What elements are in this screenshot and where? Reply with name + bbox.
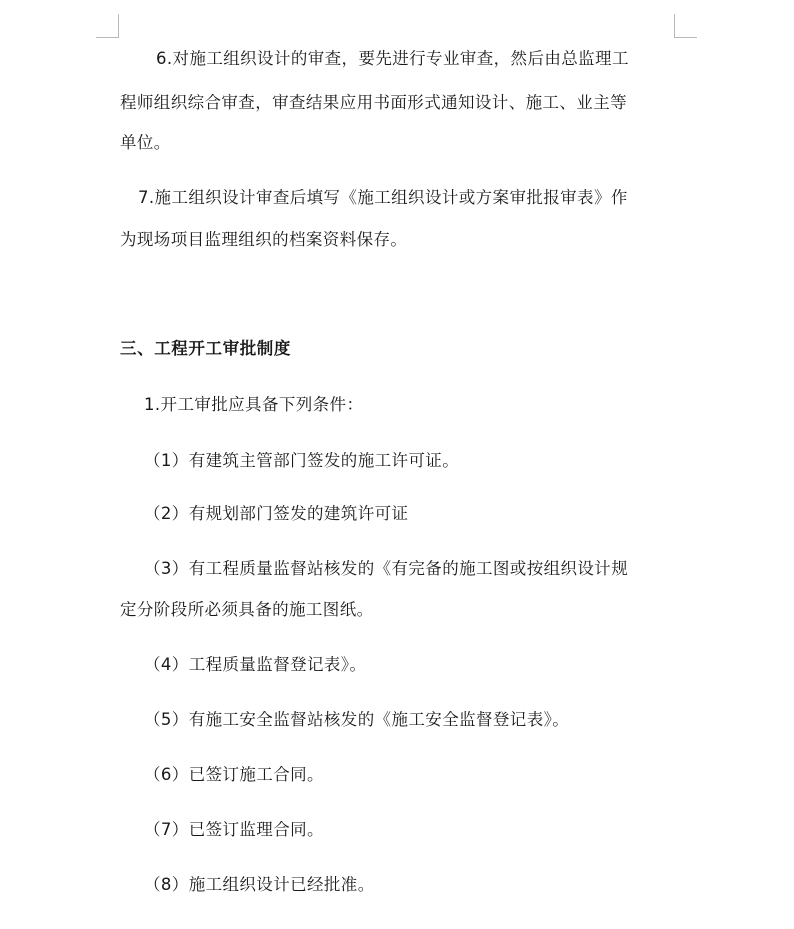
paragraph-6-line-1: 6.对施工组织设计的审查，要先进行专业审查，然后由总监理工 xyxy=(156,49,629,68)
crop-mark-top-right-horizontal xyxy=(674,37,697,38)
condition-item-8: （8）施工组织设计已经批准。 xyxy=(144,875,375,894)
paragraph-7-line-2: 为现场项目监理组织的档案资料保存。 xyxy=(120,230,408,249)
condition-item-3-line-1: （3）有工程质量监督站核发的《有完备的施工图或按组织设计规 xyxy=(144,559,629,578)
condition-item-2: （2）有规划部门签发的建筑许可证 xyxy=(144,504,409,523)
section-heading: 三、工程开工审批制度 xyxy=(120,339,291,358)
condition-item-1: （1）有建筑主管部门签发的施工许可证。 xyxy=(144,451,460,470)
paragraph-6-line-3: 单位。 xyxy=(120,133,171,152)
condition-item-6: （6）已签订施工合同。 xyxy=(144,765,324,784)
crop-mark-top-right-vertical xyxy=(674,14,675,38)
paragraph-7-line-1: 7.施工组织设计审查后填写《施工组织设计或方案审批报审表》作 xyxy=(138,188,628,207)
crop-mark-top-left-horizontal xyxy=(96,37,119,38)
condition-item-3-line-2: 定分阶段所必须具备的施工图纸。 xyxy=(120,600,374,619)
condition-item-7: （7）已签订监理合同。 xyxy=(144,820,324,839)
condition-item-4: （4）工程质量监督登记表》。 xyxy=(144,655,367,674)
conditions-intro: 1.开工审批应具备下列条件： xyxy=(144,395,364,414)
paragraph-6-line-2: 程师组织综合审查，审查结果应用书面形式通知设计、施工、业主等 xyxy=(120,93,627,112)
crop-mark-top-left-vertical xyxy=(118,14,119,38)
condition-item-5: （5）有施工安全监督站核发的《施工安全监督登记表》。 xyxy=(144,710,570,729)
